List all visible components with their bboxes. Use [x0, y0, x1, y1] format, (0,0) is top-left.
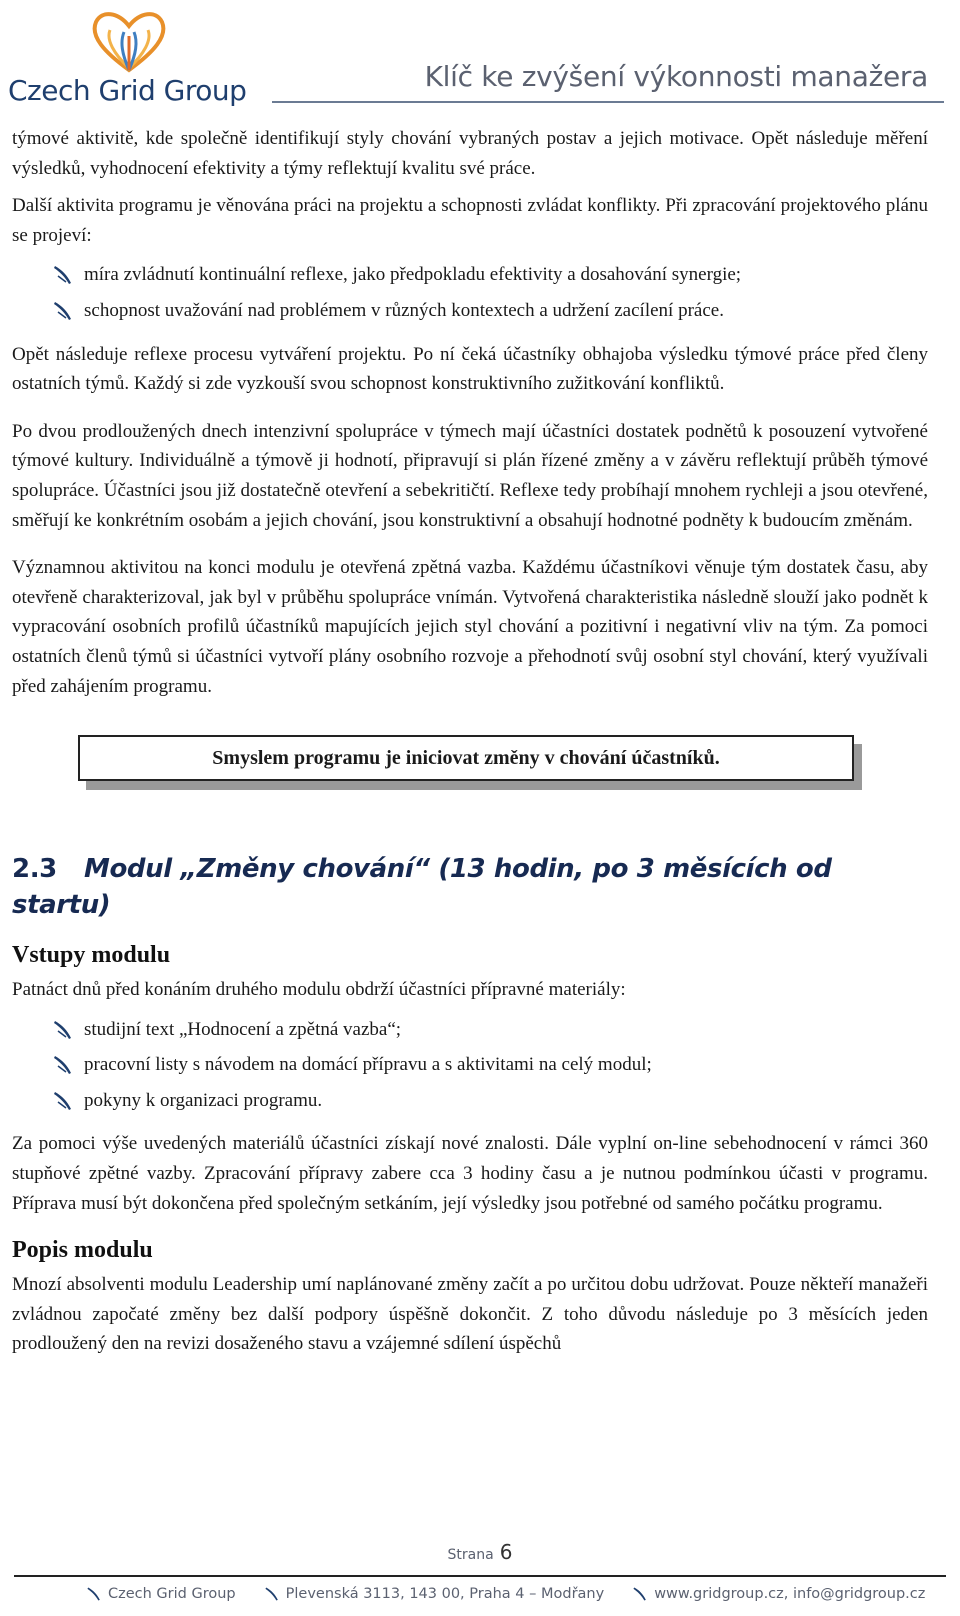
list-item — [12, 1015, 928, 1045]
section-title: Modul „Změny chování“ (13 hodin, po 3 měsících od startu) — [12, 854, 832, 921]
list-item — [12, 260, 928, 290]
page-number-value: 6 — [499, 1540, 513, 1564]
list-item-text: míra zvládnutí kontinuální reflexe, jako předpokladu efektivity a dosahování synergie; — [84, 264, 742, 286]
footer-contact[interactable]: www.gridgroup.cz, info@gridgroup.cz — [632, 1586, 925, 1602]
quill-bullet-icon — [86, 1586, 102, 1602]
document-title: Klíč ke zvýšení výkonnosti manažera — [424, 60, 928, 93]
quill-bullet-icon — [52, 300, 74, 322]
header-divider — [272, 101, 944, 103]
list-item — [12, 296, 928, 326]
quill-bullet-icon — [52, 264, 74, 286]
footer-company: Czech Grid Group — [86, 1586, 236, 1602]
paragraph: Po dvou prodloužených dnech intenzivní spolupráce v týmech mají účastníci dostatek podnětů k posouzení vytvořené týmové kultury. Individuálně a týmově ji hodnotí, připravují si plán řízené změny a v závěru reflektují průběh týmové spolupráce. Účastníci jsou již dostatečně otevření a sebekritičtí. Reflexe tedy probíhají mnohem rychleji a jsou otevřené, směřují ke konkrétním osobám a jejich chování, jsou konstruktivní a obsahují hodnotné podněty k budoucím změnám. — [12, 420, 928, 531]
list-item — [12, 1086, 928, 1116]
page-number — [0, 1540, 960, 1564]
footer-contact-line — [86, 1586, 950, 1602]
quill-bullet-icon — [52, 1090, 74, 1112]
list-item-text: studijní text „Hodnocení a zpětná vazba“; — [84, 1018, 402, 1040]
paragraph: Další aktivita programu je věnována práci na projektu a schopnosti zvládat konflikty. Při zpracování projektového plánu se projeví: — [12, 195, 928, 246]
list-item-text: pokyny k organizaci programu. — [84, 1089, 323, 1111]
page-header — [0, 0, 960, 112]
list-item-text: schopnost uvažování nad problémem v různých kontextech a udržení zacílení práce. — [84, 299, 724, 321]
bullet-list — [12, 260, 928, 325]
page-footer — [0, 1540, 960, 1616]
callout-text: Smyslem programu je iniciovat změny v chování účastníků. — [78, 735, 854, 781]
subheading: Popis modulu — [12, 1237, 153, 1264]
section-number: 2.3 — [12, 854, 57, 885]
subheading: Vstupy modulu — [12, 942, 171, 969]
paragraph: Za pomoci výše uvedených materiálů účastníci získají nové znalosti. Dále vyplní on-line sebehodnocení v rámci 360 stupňové zpětné vazby. Zpracování přípravy zabere cca 3 hodiny času a je nutnou podmínkou účasti v programu. Příprava musí být dokončena před společným setkáním, její výsledky jsou potřebné od samého počátku programu. — [12, 1133, 928, 1214]
section-heading — [12, 851, 928, 923]
logo-text: Czech Grid Group — [8, 74, 247, 107]
list-item-text: pracovní listy s návodem na domácí přípravu a s aktivitami na celý modul; — [84, 1054, 652, 1076]
paragraph: Opět následuje reflexe procesu vytváření projektu. Po ní čeká účastníky obhajoba výsledku týmové práce před členy ostatních týmů. Každý si zde vyzkouší svou schopnost konstruktivního zužitkování konfliktů. — [12, 343, 928, 395]
paragraph: Významnou aktivitou na konci modulu je otevřená zpětná vazba. Každému účastníkovi věnuje tým dostatek času, aby otevřeně charakterizoval, jak byl v průběhu spolupráce vnímán. Vytvořená charakteristika následně slouží jako podnět k vypracování osobních profilů účastníků mapujících jejich styl chování a pozitivní i negativní vliv na tým. Za pomoci ostatních členů týmů si účastníci vytvoří plány osobního rozvoje a přehodnotí svůj osobní styl chování, který využívali před zahájením programu. — [12, 557, 928, 697]
paragraph: Mnozí absolventi modulu Leadership umí naplánované změny začít a po určitou dobu udržovat. Pouze někteří manažeři zvládnou započaté změny bez další podpory úspěšně dokončit. Z toho důvodu následuje po 3 měsících jeden prodloužený den na revizi dosaženého stavu a vzájemné sdílení úspěchů — [12, 1274, 928, 1355]
heart-flame-logo-icon — [84, 6, 174, 76]
page-content — [12, 124, 928, 1359]
list-item — [12, 1050, 928, 1080]
paragraph: týmové aktivitě, kde společně identifikují styly chování vybraných postav a jejich motivace. Opět následuje měření výsledků, vyhodnocení efektivity a týmy reflektují kvalitu své práce. — [12, 128, 928, 179]
company-logo — [4, 6, 254, 106]
footer-divider — [14, 1575, 946, 1577]
quill-bullet-icon — [52, 1054, 74, 1076]
bullet-list — [12, 1015, 928, 1116]
quill-bullet-icon — [632, 1586, 648, 1602]
quill-bullet-icon — [264, 1586, 280, 1602]
callout-box — [12, 735, 928, 799]
footer-address: Plevenská 3113, 143 00, Praha 4 – Modřany — [264, 1586, 605, 1602]
quill-bullet-icon — [52, 1019, 74, 1041]
page-label: Strana — [447, 1547, 494, 1563]
paragraph: Patnáct dnů před konáním druhého modulu obdrží účastníci přípravné materiály: — [12, 979, 626, 1001]
